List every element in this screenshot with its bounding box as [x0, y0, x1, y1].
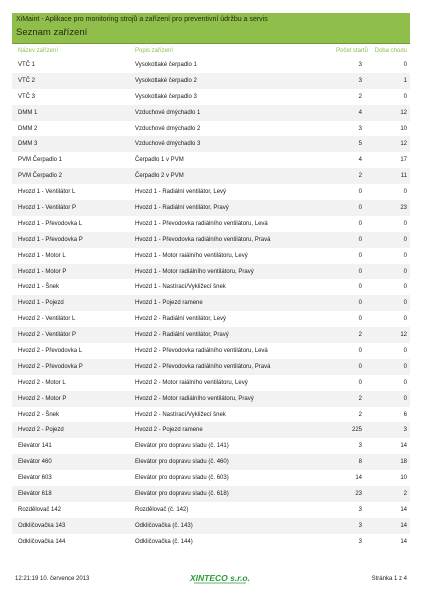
device-description: Hvozd 1 - Nastírací/Vykližecí šnek [135, 284, 226, 291]
table-row [12, 518, 410, 534]
run-duration: 0 [403, 348, 407, 355]
run-duration: 0 [403, 300, 407, 307]
xinteco-logo [180, 570, 260, 586]
start-count: 0 [358, 316, 362, 323]
start-count: 3 [358, 443, 362, 450]
start-count: 0 [358, 252, 362, 259]
device-table [12, 57, 410, 550]
start-count: 8 [358, 459, 362, 466]
start-count: 2 [358, 173, 362, 180]
start-count: 2 [358, 411, 362, 418]
device-description: Rozdělovač (č. 142) [135, 506, 189, 513]
run-duration: 10 [400, 125, 407, 132]
run-duration: 2 [403, 491, 407, 498]
device-description: Hvozd 2 - Motor raiálního ventilátoru, Levý [135, 379, 248, 386]
device-description: Hvozd 1 - Radiální ventilátor, Levý [135, 189, 227, 196]
device-name: Elevátor 460 [18, 459, 52, 466]
device-description: Vzduchové dmýchadlo 2 [135, 125, 201, 132]
start-count: 3 [358, 125, 362, 132]
device-name: Odkličovačka 144 [18, 538, 66, 545]
device-description: Odkličovačka (č. 143) [135, 522, 193, 529]
start-count: 0 [358, 379, 362, 386]
device-description: Čerpadlo 1 v PVM [135, 157, 184, 164]
run-duration: 0 [403, 220, 407, 227]
table-row [12, 232, 410, 248]
device-description: Hvozd 1 - Motor raiálního ventilátoru, Levý [135, 252, 248, 259]
table-row [12, 264, 410, 280]
device-description: Elevátor pro dopravu sladu (č. 603) [135, 475, 229, 482]
start-count: 2 [358, 93, 362, 100]
device-description: Vysokotlaké čerpadlo 2 [135, 77, 197, 84]
app-title: XiMaint - Aplikace pro monitoring strojů a zařízení pro preventivní údržbu a servis [16, 16, 268, 23]
start-count: 0 [358, 220, 362, 227]
device-name: Hvozd 1 - Šnek [18, 284, 60, 291]
device-description: Elevátor pro dopravu sladu (č. 618) [135, 491, 229, 498]
run-duration: 1 [403, 77, 407, 84]
device-description: Vzduchové dmýchadlo 1 [135, 109, 201, 116]
device-name: Hvozd 2 - Ventilátor P [18, 332, 77, 339]
start-count: 5 [358, 141, 362, 148]
run-duration: 0 [403, 363, 407, 370]
table-row [12, 200, 410, 216]
device-description: Hvozd 1 - Pojezd ramene [135, 300, 203, 307]
device-name: Hvozd 2 - Převodovka L [18, 348, 83, 355]
device-name: Elevátor 141 [18, 443, 52, 450]
device-description: Vysokotlaké čerpadlo 1 [135, 62, 197, 68]
page-number: Stránka 1 z 4 [371, 576, 407, 582]
start-count: 0 [358, 189, 362, 196]
start-count: 3 [358, 77, 362, 84]
device-description: Elevátor pro dopravu sladu (č. 460) [135, 459, 229, 466]
device-name: Hvozd 1 - Převodovka L [18, 220, 83, 227]
table-row [12, 105, 410, 121]
start-count: 23 [355, 491, 362, 498]
start-count: 3 [358, 522, 362, 529]
table-row [12, 407, 410, 423]
start-count: 0 [358, 348, 362, 355]
device-name: DMM 1 [18, 109, 38, 116]
start-count: 0 [358, 284, 362, 291]
device-description: Hvozd 2 - Radiální ventilátor, Levý [135, 316, 227, 323]
run-duration: 12 [400, 109, 407, 116]
device-name: Hvozd 1 - Motor P [18, 268, 67, 275]
start-count: 4 [358, 157, 362, 164]
start-count: 14 [355, 475, 362, 482]
device-name: Hvozd 2 - Pojezd [18, 427, 64, 434]
start-count: 3 [358, 538, 362, 545]
start-count: 0 [358, 300, 362, 307]
device-name: VTČ 1 [18, 62, 36, 68]
device-description: Hvozd 1 - Převodovka radiálního ventilátoru, Levá [135, 220, 268, 227]
run-duration: 0 [403, 284, 407, 291]
start-count: 0 [358, 236, 362, 243]
table-row [12, 136, 410, 152]
device-name: Hvozd 2 - Ventilátor L [18, 316, 76, 323]
device-name: Hvozd 2 - Motor P [18, 395, 67, 402]
device-description: Hvozd 2 - Nastírací/Vykližecí šnek [135, 411, 226, 418]
run-duration: 14 [400, 538, 407, 545]
table-row [12, 343, 410, 359]
report-header [12, 13, 410, 44]
run-duration: 0 [403, 189, 407, 196]
device-description: Hvozd 2 - Motor radiálního ventilátoru, Pravý [135, 395, 254, 402]
run-duration: 0 [403, 395, 407, 402]
start-count: 3 [358, 506, 362, 513]
table-row [12, 359, 410, 375]
table-row [12, 248, 410, 264]
table-row [12, 295, 410, 311]
report-footer [12, 570, 410, 586]
table-row [12, 57, 410, 73]
col-starts-header: Počet startů [335, 48, 368, 54]
device-description: Hvozd 2 - Pojezd ramene [135, 427, 203, 434]
table-row [12, 375, 410, 391]
run-duration: 3 [403, 427, 407, 434]
table-row [12, 184, 410, 200]
device-name: Hvozd 1 - Ventilátor L [18, 189, 76, 196]
device-name: Hvozd 1 - Převodovka P [18, 236, 83, 243]
run-duration: 18 [400, 459, 407, 466]
device-name: VTČ 3 [18, 93, 36, 100]
run-duration: 0 [403, 62, 407, 68]
device-description: Vysokotlaké čerpadlo 3 [135, 93, 197, 100]
table-row [12, 422, 410, 438]
table-row [12, 486, 410, 502]
table-row [12, 438, 410, 454]
run-duration: 23 [400, 205, 407, 212]
start-count: 4 [358, 109, 362, 116]
run-duration: 0 [403, 379, 407, 386]
table-row [12, 391, 410, 407]
run-duration: 6 [403, 411, 407, 418]
run-duration: 14 [400, 443, 407, 450]
col-name-header: Název zařízení [18, 48, 59, 54]
device-name: Elevátor 603 [18, 475, 52, 482]
device-name: Hvozd 1 - Pojezd [18, 300, 64, 307]
device-name: Hvozd 1 - Ventilátor P [18, 205, 77, 212]
start-count: 0 [358, 363, 362, 370]
table-row [12, 454, 410, 470]
run-duration: 0 [403, 268, 407, 275]
table-row [12, 89, 410, 105]
col-desc-header: Popis zařízení [135, 48, 174, 54]
device-description: Hvozd 2 - Převodovka radiálního ventilátoru, Levá [135, 348, 268, 355]
table-row [12, 121, 410, 137]
device-name: Odkličovačka 143 [18, 522, 66, 529]
table-row [12, 168, 410, 184]
device-description: Hvozd 2 - Radiální ventilátor, Pravý [135, 332, 229, 339]
device-name: Hvozd 2 - Převodovka P [18, 363, 83, 370]
table-row [12, 73, 410, 89]
start-count: 0 [358, 205, 362, 212]
timestamp: 12:21:19 10. července 2013 [15, 576, 90, 582]
run-duration: 11 [400, 173, 407, 180]
run-duration: 0 [403, 316, 407, 323]
device-description: Čerpadlo 2 v PVM [135, 173, 184, 180]
device-description: Hvozd 2 - Převodovka radiálního ventilátoru, Pravá [135, 363, 271, 370]
run-duration: 14 [400, 506, 407, 513]
run-duration: 0 [403, 236, 407, 243]
device-description: Hvozd 1 - Převodovka radiálního ventilátoru, Pravá [135, 236, 271, 243]
device-name: Elevátor 618 [18, 491, 52, 498]
run-duration: 14 [400, 522, 407, 529]
device-description: Elevátor pro dopravu sladu (č. 141) [135, 443, 229, 450]
device-description: Vzduchové dmýchadlo 3 [135, 141, 201, 148]
table-row [12, 470, 410, 486]
report-title: Seznam zařízení [16, 27, 88, 38]
run-duration: 10 [400, 475, 407, 482]
device-name: Hvozd 1 - Motor L [18, 252, 66, 259]
device-name: PVM Čerpadlo 1 [18, 157, 63, 164]
device-name: Rozdělovač 142 [18, 506, 62, 513]
device-name: Hvozd 2 - Šnek [18, 411, 60, 418]
run-duration: 12 [400, 141, 407, 148]
start-count: 2 [358, 332, 362, 339]
run-duration: 0 [403, 252, 407, 259]
start-count: 225 [351, 427, 362, 434]
run-duration: 12 [400, 332, 407, 339]
run-duration: 17 [400, 157, 407, 164]
device-name: VTČ 2 [18, 77, 36, 84]
table-row [12, 152, 410, 168]
run-duration: 0 [403, 93, 407, 100]
table-row [12, 327, 410, 343]
device-description: Hvozd 1 - Motor radiálního ventilátoru, Pravý [135, 268, 254, 275]
device-name: DMM 3 [18, 141, 38, 148]
device-description: Odkličovačka (č. 144) [135, 538, 193, 545]
device-name: PVM Čerpadlo 2 [18, 173, 63, 180]
device-name: DMM 2 [18, 125, 38, 132]
start-count: 2 [358, 395, 362, 402]
table-row [12, 311, 410, 327]
col-duration-header: Doba chodu [374, 48, 407, 54]
device-name: Hvozd 2 - Motor L [18, 379, 66, 386]
table-header [12, 48, 410, 57]
table-row [12, 279, 410, 295]
svg-text:XINTECO s.r.o.: XINTECO s.r.o. [190, 573, 250, 583]
device-description: Hvozd 1 - Radiální ventilátor, Pravý [135, 205, 229, 212]
start-count: 0 [358, 268, 362, 275]
start-count: 3 [358, 62, 362, 68]
table-row [12, 534, 410, 550]
table-row [12, 216, 410, 232]
table-row [12, 502, 410, 518]
